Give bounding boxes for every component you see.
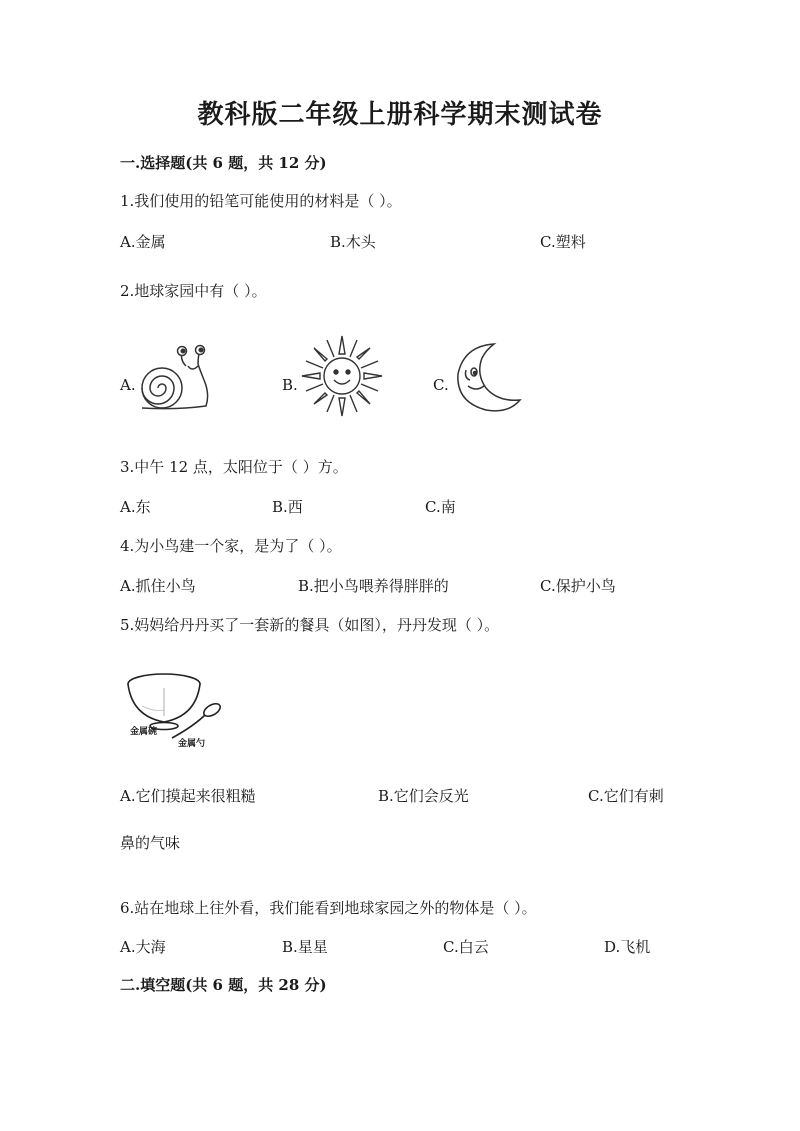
question-6-stem: 6.站在地球上往外看，我们能看到地球家园之外的物体是（ ）。 — [120, 899, 537, 917]
q5-option-b[interactable]: B.它们会反光 — [378, 787, 469, 805]
spoon-label: 金属勺 — [178, 739, 206, 749]
question-2-stem: 2.地球家园中有（ ）。 — [120, 282, 267, 300]
sun-icon — [300, 334, 384, 418]
section-heading-choice: 一.选择题(共 6 题，共 12 分) — [120, 154, 327, 172]
q6-option-b[interactable]: B.星星 — [282, 938, 328, 956]
q2-option-b[interactable]: B. — [282, 376, 298, 394]
q6-option-c[interactable]: C.白云 — [443, 938, 489, 956]
q3-option-a[interactable]: A.东 — [120, 498, 151, 516]
q2-option-c[interactable]: C. — [433, 376, 449, 394]
section-heading-fill: 二.填空题(共 6 题，共 28 分) — [120, 976, 327, 994]
question-5-stem: 5.妈妈给丹丹买了一套新的餐具（如图），丹丹发现（ ）。 — [120, 616, 500, 634]
q1-option-c[interactable]: C.塑料 — [540, 233, 586, 251]
bowl-spoon-icon — [124, 666, 234, 756]
q4-option-a[interactable]: A.抓住小鸟 — [120, 577, 196, 595]
question-4-stem: 4.为小鸟建一个家，是为了（ ）。 — [120, 537, 342, 555]
q5-option-c-wrap: 鼻的气味 — [120, 834, 181, 852]
q3-option-c[interactable]: C.南 — [425, 498, 456, 516]
question-1-stem: 1.我们使用的铅笔可能使用的材料是（ ）。 — [120, 192, 402, 210]
q6-option-a[interactable]: A.大海 — [120, 938, 166, 956]
moon-icon — [446, 340, 524, 414]
q2-option-a[interactable]: A. — [120, 376, 136, 394]
q5-option-a[interactable]: A.它们摸起来很粗糙 — [120, 787, 256, 805]
q4-option-c[interactable]: C.保护小鸟 — [540, 577, 616, 595]
q3-option-b[interactable]: B.西 — [272, 498, 303, 516]
q4-option-b[interactable]: B.把小鸟喂养得胖胖的 — [298, 577, 449, 595]
snail-icon — [136, 344, 216, 414]
q1-option-b[interactable]: B.木头 — [330, 233, 376, 251]
page-title: 教科版二年级上册科学期末测试卷 — [197, 100, 603, 130]
q1-option-a[interactable]: A.金属 — [120, 233, 166, 251]
bowl-label: 金属碗 — [130, 727, 158, 737]
question-3-stem: 3.中午 12 点，太阳位于（ ）方。 — [120, 458, 348, 476]
q6-option-d[interactable]: D.飞机 — [604, 938, 651, 956]
q5-option-c[interactable]: C.它们有刺 — [588, 787, 664, 805]
